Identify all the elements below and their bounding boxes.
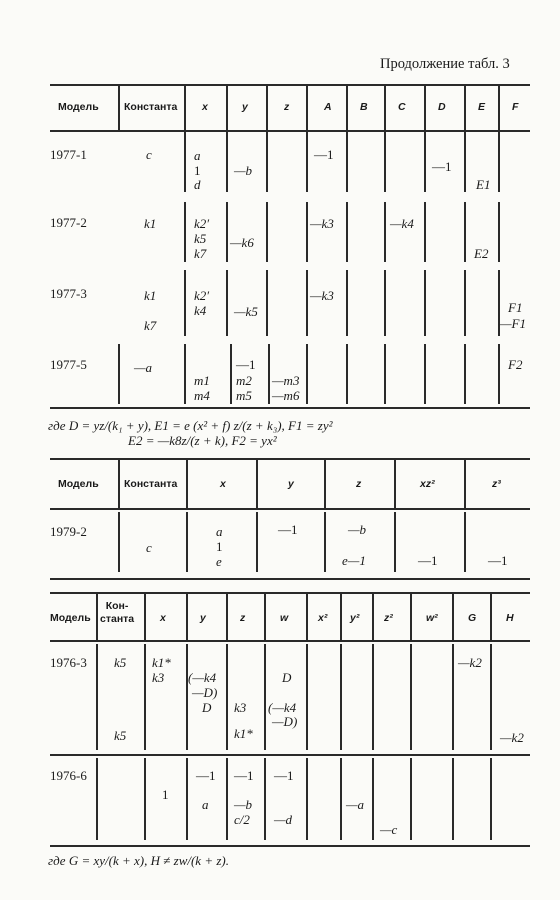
header-cell: w² [426, 612, 438, 624]
column-divider [384, 86, 386, 130]
column-divider [186, 644, 188, 750]
constant-cell: —a [134, 360, 153, 375]
formula-note: где G = xy/(k + x), H ≠ zw/(k + z). [48, 853, 229, 868]
y-cell: —b [234, 163, 253, 178]
y-cell: m5 [236, 388, 252, 403]
table-caption: Продолжение табл. 3 [380, 56, 510, 72]
column-divider [96, 594, 98, 640]
y-cell: m2 [236, 373, 252, 388]
column-divider [372, 758, 374, 840]
rule [50, 754, 530, 756]
column-divider [410, 594, 412, 640]
constant-cell: k7 [144, 318, 157, 333]
column-divider [424, 86, 426, 130]
rule [50, 640, 530, 642]
model-cell: 1977-2 [50, 215, 87, 230]
column-divider [186, 460, 188, 508]
column-divider [464, 460, 466, 508]
column-divider [306, 132, 308, 192]
column-divider [424, 132, 426, 192]
column-divider [184, 270, 186, 336]
column-divider [306, 202, 308, 262]
formula-note: E2 = —k8z/(z + k), F2 = yx² [128, 433, 277, 448]
z-cell: —m3 [272, 373, 300, 388]
header-cell: z [284, 101, 290, 113]
column-divider [264, 594, 266, 640]
constant-cell: c [146, 540, 152, 555]
column-divider [266, 86, 268, 130]
column-divider [118, 86, 120, 130]
column-divider [226, 132, 228, 192]
column-divider [184, 202, 186, 262]
header-cell: y [288, 478, 294, 490]
a-cell: —k3 [310, 288, 334, 303]
x-cell: k7 [194, 246, 207, 261]
header-cell: z [240, 612, 246, 624]
header-cell: F [512, 101, 519, 113]
column-divider [452, 758, 454, 840]
column-divider [226, 644, 228, 750]
xz2-cell: —1 [418, 553, 438, 568]
y-cell: —k5 [234, 304, 258, 319]
column-divider [118, 460, 120, 508]
w-cell: —1 [274, 768, 294, 783]
column-divider [144, 758, 146, 840]
column-divider [306, 644, 308, 750]
column-divider [384, 270, 386, 336]
header-cell: B [360, 101, 368, 113]
header-cell: y² [350, 612, 360, 624]
column-divider [464, 270, 466, 336]
e-cell: E2 [474, 246, 489, 261]
column-divider [186, 758, 188, 840]
rule [50, 592, 530, 594]
d-cell: —1 [432, 159, 452, 174]
column-divider [384, 344, 386, 404]
header-cell: z [356, 478, 362, 490]
rule [50, 508, 530, 510]
column-divider [340, 594, 342, 640]
header-cell: xz² [420, 478, 435, 490]
w-cell: —d [274, 812, 293, 827]
model-cell: 1977-3 [50, 286, 87, 301]
x-cell: k2′ [194, 216, 210, 231]
z2-cell: —c [380, 822, 398, 837]
y-cell: a [202, 797, 209, 812]
z-cell: e—1 [342, 553, 366, 568]
column-divider [346, 270, 348, 336]
z-cell: —b [348, 522, 367, 537]
column-divider [464, 86, 466, 130]
column-divider [410, 758, 412, 840]
header-cell: z² [384, 612, 393, 624]
header-cell: Кон- станта [100, 600, 135, 625]
header-cell: D [438, 101, 446, 113]
column-divider [264, 644, 266, 750]
column-divider [340, 644, 342, 750]
header-cell: y [200, 612, 206, 624]
column-divider [226, 202, 228, 262]
column-divider [384, 202, 386, 262]
header-cell: Модель [58, 101, 99, 113]
column-divider [346, 86, 348, 130]
h-cell: —k2 [500, 730, 524, 745]
header-cell: x [220, 478, 226, 490]
column-divider [464, 344, 466, 404]
column-divider [324, 512, 326, 572]
z-cell: c/2 [234, 812, 250, 827]
x-cell: k1* [152, 655, 171, 670]
column-divider [346, 344, 348, 404]
column-divider [184, 86, 186, 130]
rule [50, 407, 530, 409]
e-cell: E1 [476, 177, 491, 192]
a-cell: —k3 [310, 216, 334, 231]
x-cell: 1 [162, 787, 169, 802]
column-divider [490, 758, 492, 840]
x-cell: k3 [152, 670, 165, 685]
column-divider [306, 270, 308, 336]
y-cell: —1 [236, 357, 256, 372]
constant-cell: k5 [114, 728, 127, 743]
x-cell: k5 [194, 231, 207, 246]
x-cell: k2′ [194, 288, 210, 303]
header-cell: x² [318, 612, 328, 624]
x-cell: a [194, 148, 201, 163]
column-divider [226, 86, 228, 130]
header-cell: w [280, 612, 289, 624]
f-cell: —F1 [500, 316, 526, 331]
column-divider [346, 202, 348, 262]
w-cell: —D) [272, 714, 298, 729]
column-divider [264, 758, 266, 840]
x-cell: m4 [194, 388, 210, 403]
column-divider [346, 132, 348, 192]
column-divider [424, 202, 426, 262]
column-divider [498, 202, 500, 262]
column-divider [256, 460, 258, 508]
column-divider [266, 202, 268, 262]
column-divider [256, 512, 258, 572]
header-cell: Константа [124, 478, 178, 490]
constant-cell: k5 [114, 655, 127, 670]
constant-cell: k1 [144, 216, 157, 231]
x-cell: d [194, 177, 201, 192]
column-divider [498, 344, 500, 404]
column-divider [186, 512, 188, 572]
column-divider [306, 344, 308, 404]
column-divider [184, 132, 186, 192]
w-cell: D [282, 670, 292, 685]
column-divider [452, 644, 454, 750]
model-cell: 1977-1 [50, 147, 87, 162]
column-divider [118, 512, 120, 572]
z-cell: k1* [234, 726, 253, 741]
x-cell: k4 [194, 303, 207, 318]
header-cell: Модель [50, 612, 91, 624]
column-divider [452, 594, 454, 640]
column-divider [226, 758, 228, 840]
column-divider [372, 594, 374, 640]
z-cell: k3 [234, 700, 247, 715]
formula-note: где D = yz/(k₁ + y), E1 = e (x² + f) z/(z + k₃), F1 = zy² [48, 418, 333, 433]
column-divider [144, 644, 146, 750]
c-cell: —k4 [390, 216, 414, 231]
z-cell: —1 [234, 768, 254, 783]
z-cell: —b [234, 797, 253, 812]
g-cell: —k2 [458, 655, 482, 670]
column-divider [490, 644, 492, 750]
column-divider [306, 594, 308, 640]
column-divider [464, 132, 466, 192]
header-cell: Константа [124, 101, 178, 113]
header-cell: x [160, 612, 166, 624]
column-divider [384, 132, 386, 192]
rule [50, 84, 530, 86]
column-divider [394, 512, 396, 572]
column-divider [464, 202, 466, 262]
x-cell: a [216, 524, 223, 539]
header-cell: x [202, 101, 208, 113]
header-cell: H [506, 612, 514, 624]
column-divider [268, 344, 270, 404]
model-cell: 1977-5 [50, 357, 87, 372]
column-divider [118, 344, 120, 404]
column-divider [226, 270, 228, 336]
header-cell: Модель [58, 478, 99, 490]
x-cell: 1 [216, 539, 223, 554]
column-divider [424, 270, 426, 336]
column-divider [410, 644, 412, 750]
y-cell: —1 [196, 768, 216, 783]
column-divider [266, 132, 268, 192]
column-divider [490, 594, 492, 640]
x-cell: 1 [194, 163, 201, 178]
column-divider [498, 86, 500, 130]
column-divider [424, 344, 426, 404]
header-cell: G [468, 612, 477, 624]
header-cell: E [478, 101, 486, 113]
column-divider [230, 344, 232, 404]
rule [50, 845, 530, 847]
header-cell: z³ [492, 478, 501, 490]
x-cell: e [216, 554, 222, 569]
constant-cell: c [146, 147, 152, 162]
column-divider [324, 460, 326, 508]
column-divider [372, 644, 374, 750]
y2-cell: —a [346, 797, 365, 812]
header-cell: A [324, 101, 332, 113]
column-divider [186, 594, 188, 640]
rule [50, 578, 530, 580]
y-cell: —k6 [230, 235, 254, 250]
column-divider [226, 594, 228, 640]
z3-cell: —1 [488, 553, 508, 568]
a-cell: —1 [314, 147, 334, 162]
y-cell: —D) [192, 685, 218, 700]
header-cell: y [242, 101, 248, 113]
column-divider [340, 758, 342, 840]
x-cell: m1 [194, 373, 210, 388]
column-divider [96, 758, 98, 840]
column-divider [306, 86, 308, 130]
f-cell: F1 [508, 300, 523, 315]
header-cell: C [398, 101, 406, 113]
rule [50, 458, 530, 460]
w-cell: (—k4 [268, 700, 297, 715]
column-divider [498, 132, 500, 192]
z-cell: —m6 [272, 388, 300, 403]
model-cell: 1979-2 [50, 524, 87, 539]
column-divider [96, 644, 98, 750]
model-cell: 1976-6 [50, 768, 87, 783]
y-cell: (—k4 [188, 670, 217, 685]
rule [50, 130, 530, 132]
f-cell: F2 [508, 357, 523, 372]
y-cell: —1 [278, 522, 298, 537]
column-divider [144, 594, 146, 640]
column-divider [306, 758, 308, 840]
model-cell: 1976-3 [50, 655, 87, 670]
y-cell: D [202, 700, 212, 715]
column-divider [464, 512, 466, 572]
column-divider [266, 270, 268, 336]
constant-cell: k1 [144, 288, 157, 303]
column-divider [184, 344, 186, 404]
column-divider [394, 460, 396, 508]
